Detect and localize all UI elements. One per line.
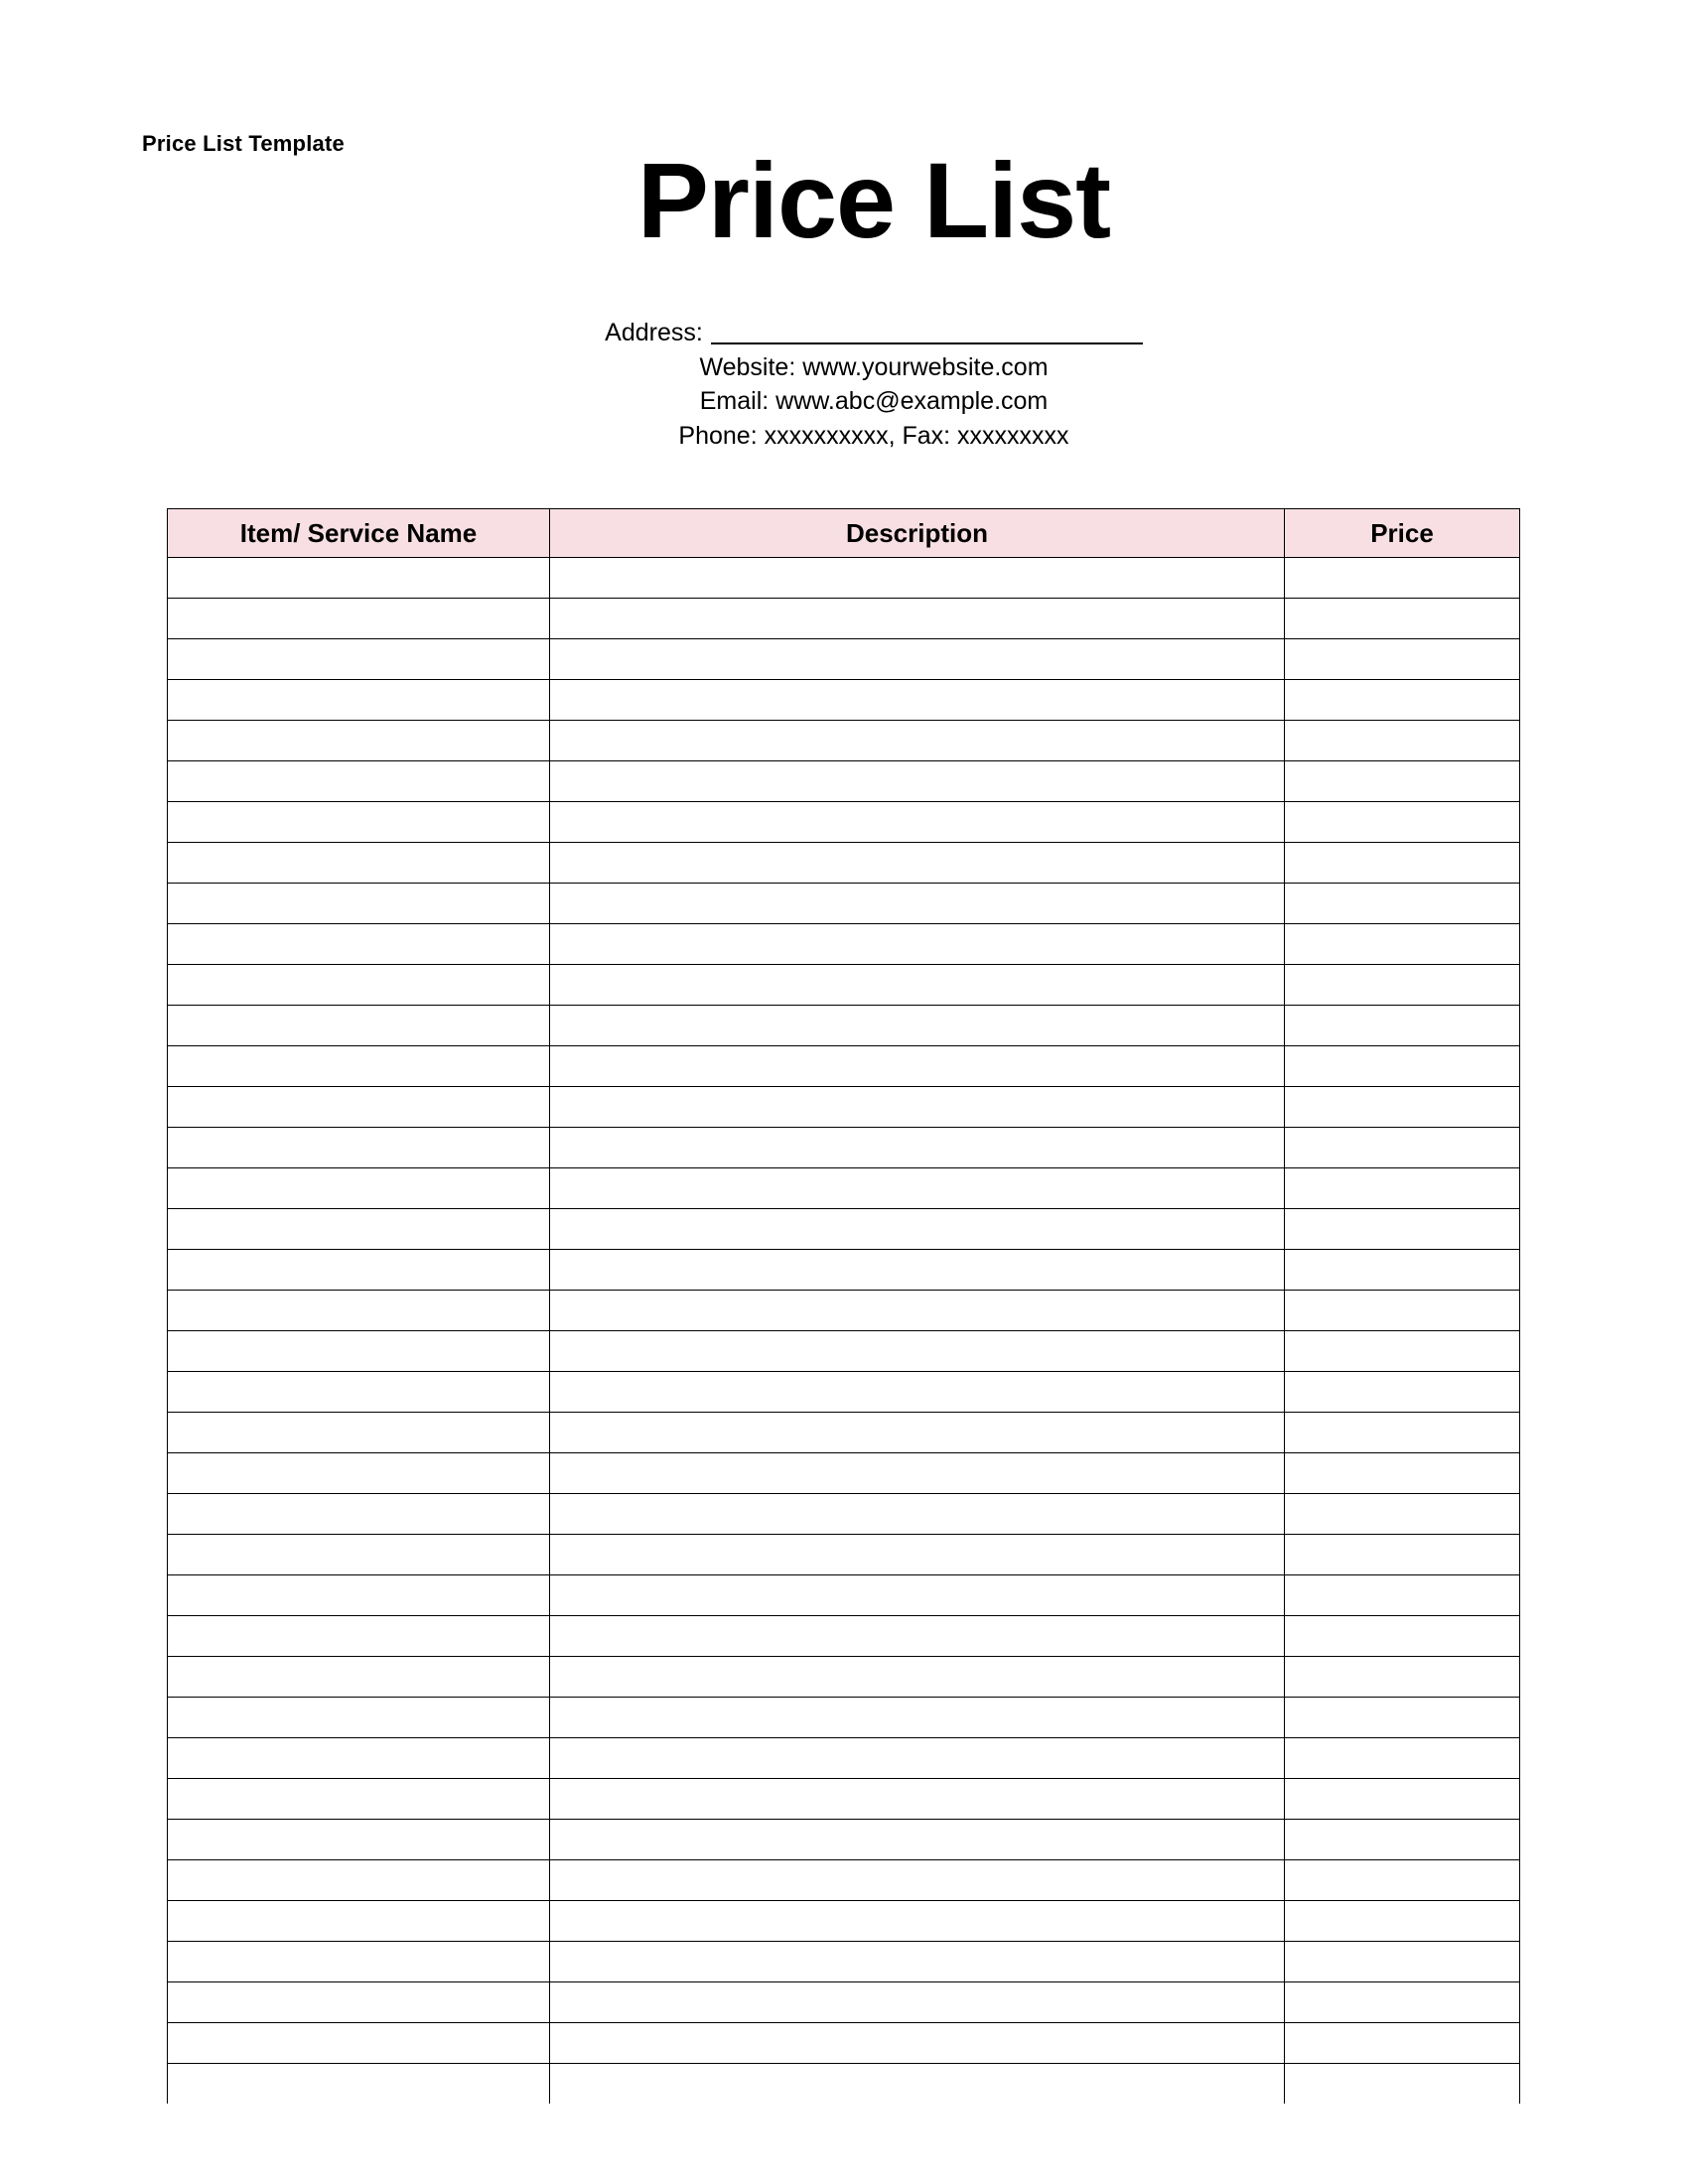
table-row [168,1860,1520,1901]
cell-item[interactable] [168,2064,550,2105]
cell-price[interactable] [1285,761,1520,802]
table-row [168,761,1520,802]
cell-item[interactable] [168,1575,550,1616]
cell-description[interactable] [550,1901,1285,1942]
cell-price[interactable] [1285,843,1520,884]
cell-item[interactable] [168,2023,550,2064]
table-row [168,1006,1520,1046]
cell-description[interactable] [550,1820,1285,1860]
table-row [168,1087,1520,1128]
cell-description[interactable] [550,1331,1285,1372]
cell-price[interactable] [1285,884,1520,924]
table-row [168,1168,1520,1209]
cell-item[interactable] [168,761,550,802]
contact-block [0,316,1688,453]
cell-item[interactable] [168,1820,550,1860]
table-row [168,1128,1520,1168]
cell-description[interactable] [550,1657,1285,1698]
cell-price[interactable] [1285,1494,1520,1535]
cell-price[interactable] [1285,1006,1520,1046]
cell-description[interactable] [550,2064,1285,2105]
cell-description[interactable] [550,884,1285,924]
cell-price[interactable] [1285,1575,1520,1616]
cell-item[interactable] [168,721,550,761]
address-label: Address: [605,319,703,346]
cell-description[interactable] [550,1575,1285,1616]
cell-item[interactable] [168,1901,550,1942]
cell-description[interactable] [550,721,1285,761]
cell-price[interactable] [1285,1535,1520,1575]
cell-item[interactable] [168,1616,550,1657]
document-label: Price List Template [142,131,345,156]
cell-item[interactable] [168,1779,550,1820]
cell-description[interactable] [550,2023,1285,2064]
table-row [168,1575,1520,1616]
cell-description[interactable] [550,1738,1285,1779]
cell-item[interactable] [168,1860,550,1901]
table-row [168,680,1520,721]
cell-price[interactable] [1285,1820,1520,1860]
cell-price[interactable] [1285,639,1520,680]
cell-item[interactable] [168,965,550,1006]
cell-price[interactable] [1285,680,1520,721]
table-row [168,1901,1520,1942]
cell-price[interactable] [1285,1372,1520,1413]
table-row [168,721,1520,761]
email-line: Email: www.abc@example.com [699,387,1049,415]
cell-price[interactable] [1285,2064,1520,2105]
cell-price[interactable] [1285,1453,1520,1494]
table-row [168,1209,1520,1250]
cell-item[interactable] [168,802,550,843]
cell-price[interactable] [1285,558,1520,599]
cell-price[interactable] [1285,924,1520,965]
price-table-wrap [167,508,1519,2104]
table-row [168,1657,1520,1698]
table-row [168,1413,1520,1453]
cell-item[interactable] [168,1087,550,1128]
cell-item[interactable] [168,1738,550,1779]
table-row [168,2064,1520,2105]
table-row [168,1372,1520,1413]
table-row [168,1494,1520,1535]
table-row [168,1331,1520,1372]
cell-item[interactable] [168,1535,550,1575]
cell-item[interactable] [168,639,550,680]
cell-price[interactable] [1285,1982,1520,2023]
cell-price[interactable] [1285,1860,1520,1901]
table-row [168,1046,1520,1087]
cell-description[interactable] [550,1250,1285,1291]
cell-description[interactable] [550,599,1285,639]
header-row [168,509,1520,558]
cell-item[interactable] [168,1494,550,1535]
cell-description[interactable] [550,1006,1285,1046]
cell-item[interactable] [168,1168,550,1209]
table-row [168,884,1520,924]
cell-item[interactable] [168,1128,550,1168]
cell-description[interactable] [550,1372,1285,1413]
cell-item[interactable] [168,1006,550,1046]
cell-item[interactable] [168,843,550,884]
cell-price[interactable] [1285,1291,1520,1331]
cell-price[interactable] [1285,802,1520,843]
price-table-body [168,558,1520,2105]
table-row [168,1982,1520,2023]
cell-description[interactable] [550,1535,1285,1575]
table-row [168,1698,1520,1738]
cell-description[interactable] [550,1128,1285,1168]
cell-item[interactable] [168,1982,550,2023]
cell-description[interactable] [550,1860,1285,1901]
cell-description[interactable] [550,924,1285,965]
cell-description[interactable] [550,1046,1285,1087]
cell-price[interactable] [1285,1128,1520,1168]
website-line: Website: www.yourwebsite.com [699,352,1049,381]
cell-description[interactable] [550,1453,1285,1494]
cell-description[interactable] [550,1291,1285,1331]
cell-description[interactable] [550,1087,1285,1128]
table-row [168,1779,1520,1820]
table-row [168,843,1520,884]
cell-price[interactable] [1285,1698,1520,1738]
table-row [168,1616,1520,1657]
table-row [168,1291,1520,1331]
cell-item[interactable] [168,1250,550,1291]
cell-description[interactable] [550,1494,1285,1535]
price-table [167,508,1520,2104]
cell-item[interactable] [168,1046,550,1087]
table-row [168,1738,1520,1779]
price-table-header [168,509,1520,558]
cell-item[interactable] [168,1698,550,1738]
cell-description[interactable] [550,1779,1285,1820]
cell-price[interactable] [1285,965,1520,1006]
table-row [168,639,1520,680]
cell-item[interactable] [168,1291,550,1331]
table-row [168,1942,1520,1982]
cell-description[interactable] [550,802,1285,843]
cell-description[interactable] [550,680,1285,721]
column-header-description: Description [550,509,1285,558]
cell-description[interactable] [550,761,1285,802]
address-line [60,316,1688,350]
cell-description[interactable] [550,1982,1285,2023]
cell-description[interactable] [550,1698,1285,1738]
page-title: Price List [636,140,1111,260]
cell-price[interactable] [1285,1901,1520,1942]
cell-price[interactable] [1285,1250,1520,1291]
column-header-price: Price [1285,509,1520,558]
cell-description[interactable] [550,1209,1285,1250]
cell-item[interactable] [168,599,550,639]
cell-item[interactable] [168,1942,550,1982]
phone-fax-line: Phone: xxxxxxxxxx, Fax: xxxxxxxxx [678,421,1069,450]
cell-item[interactable] [168,884,550,924]
table-row [168,1535,1520,1575]
cell-price[interactable] [1285,721,1520,761]
address-input-rule[interactable] [711,321,1143,344]
cell-price[interactable] [1285,1779,1520,1820]
cell-price[interactable] [1285,1738,1520,1779]
table-row [168,1250,1520,1291]
cell-price[interactable] [1285,1413,1520,1453]
cell-item[interactable] [168,1453,550,1494]
cell-description[interactable] [550,558,1285,599]
cell-description[interactable] [550,1942,1285,1982]
table-row [168,965,1520,1006]
cell-price[interactable] [1285,1209,1520,1250]
cell-description[interactable] [550,965,1285,1006]
cell-description[interactable] [550,639,1285,680]
cell-item[interactable] [168,1372,550,1413]
cell-price[interactable] [1285,1087,1520,1128]
cell-price[interactable] [1285,2023,1520,2064]
column-header-item: Item/ Service Name [168,509,550,558]
cell-item[interactable] [168,1413,550,1453]
table-row [168,924,1520,965]
table-row [168,802,1520,843]
cell-price[interactable] [1285,599,1520,639]
cell-item[interactable] [168,558,550,599]
cell-description[interactable] [550,1413,1285,1453]
cell-description[interactable] [550,1616,1285,1657]
cell-price[interactable] [1285,1657,1520,1698]
table-row [168,558,1520,599]
table-row [168,1820,1520,1860]
table-row [168,1453,1520,1494]
cell-item[interactable] [168,680,550,721]
cell-price[interactable] [1285,1616,1520,1657]
cell-price[interactable] [1285,1942,1520,1982]
cell-item[interactable] [168,1657,550,1698]
cell-price[interactable] [1285,1168,1520,1209]
cell-description[interactable] [550,1168,1285,1209]
cell-item[interactable] [168,1209,550,1250]
cell-price[interactable] [1285,1331,1520,1372]
cell-item[interactable] [168,924,550,965]
cell-price[interactable] [1285,1046,1520,1087]
cell-item[interactable] [168,1331,550,1372]
table-row [168,599,1520,639]
table-row [168,2023,1520,2064]
cell-description[interactable] [550,843,1285,884]
